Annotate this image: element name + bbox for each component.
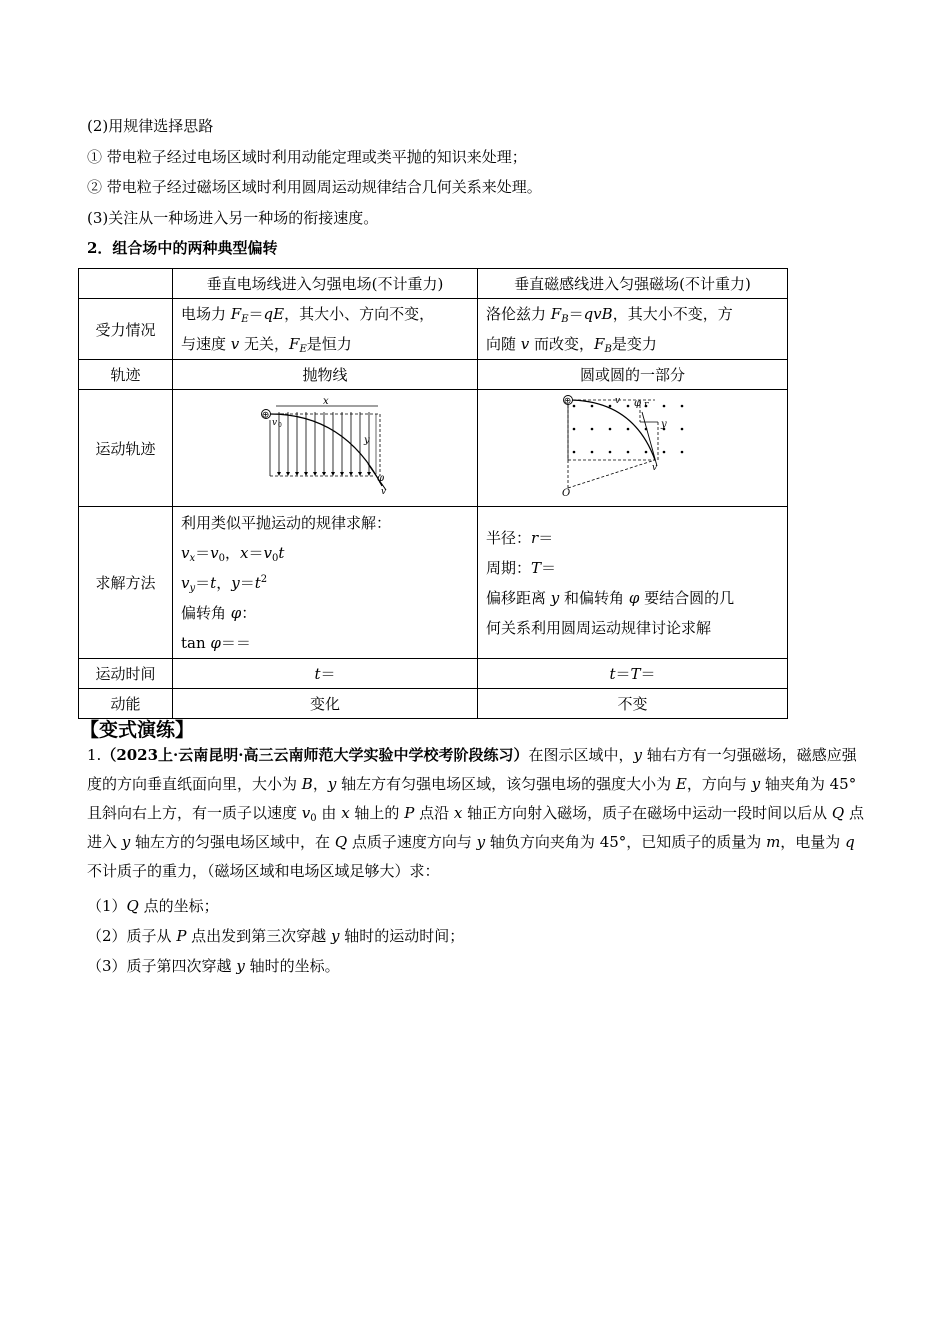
time-electric: t＝	[173, 659, 478, 689]
svg-text:0: 0	[278, 422, 282, 429]
track-electric: 抛物线	[173, 360, 478, 390]
row-track	[79, 360, 788, 390]
intro-line-1: (2)用规律选择思路	[87, 117, 214, 135]
svg-text:φ: φ	[633, 398, 641, 409]
radius-to-exit	[568, 460, 655, 488]
row-label-track: 轨迹	[79, 360, 173, 390]
time-magnetic: t＝T＝	[478, 659, 788, 689]
row-energy	[79, 689, 788, 719]
svg-text:O: O	[561, 488, 570, 499]
svg-text:φ: φ	[377, 473, 385, 484]
table-corner-cell	[79, 269, 173, 299]
track-magnetic: 圆或圆的一部分	[478, 360, 788, 390]
sub-question-2: （2）质子从 P 点出发到第三次穿越 y 轴时的运动时间；	[87, 927, 465, 945]
row-label-time: 运动时间	[79, 659, 173, 689]
intro-line-2: ① 带电粒子经过电场区域时利用动能定理或类平抛的知识来处理；	[87, 148, 527, 166]
energy-electric: 变化	[173, 689, 478, 719]
field-lines	[279, 412, 369, 474]
svg-text:y: y	[660, 419, 667, 430]
svg-text:v: v	[651, 463, 657, 473]
section-2-title: 2．组合场中的两种典型偏转	[87, 239, 278, 257]
row-label-force: 受力情况	[79, 299, 173, 360]
circular-path	[568, 400, 655, 460]
solve-magnetic: 半径：r＝ 周期：T＝ 偏移距离 y 和偏转角 φ 要结合圆的几 何关系利用圆周运动规律讨论求解	[478, 507, 788, 659]
row-motion	[79, 390, 788, 507]
svg-text:v: v	[381, 487, 387, 497]
row-force	[79, 299, 788, 360]
row-solve	[79, 507, 788, 659]
row-label-solve: 求解方法	[79, 507, 173, 659]
electric-deflection-figure	[250, 394, 400, 498]
svg-text:v: v	[614, 396, 620, 406]
solve-electric: 利用类似平抛运动的规律求解： $v_x=v_0$，$x=v_0t$ $v_y=t$，$y=t^2$ 偏转角 φ： tan φ＝＝	[173, 507, 478, 659]
svg-text:⊕: ⊕	[261, 410, 270, 421]
magnetic-deflection-figure	[558, 392, 708, 500]
practice-heading: 【变式演练】	[80, 719, 195, 741]
sub-question-3: （3）质子第四次穿越 y 轴时的坐标。	[87, 957, 340, 975]
question-source: （2023上·云南昆明·高三云南师范大学实验中学校考阶段练习）	[101, 746, 529, 764]
svg-text:y: y	[364, 435, 370, 446]
svg-text:x: x	[323, 396, 329, 407]
svg-text:⊕: ⊕	[563, 396, 571, 407]
svg-text:r: r	[643, 400, 648, 410]
svg-text:v: v	[272, 418, 278, 428]
parabolic-path	[270, 414, 385, 486]
col-header-electric: 垂直电场线进入匀强电场(不计重力)	[173, 269, 478, 299]
force-electric: 电场力 $F_E=qE$，其大小、方向不变， 与速度 v 无关，$F_E$是恒力	[173, 299, 478, 360]
sub-question-1: （1）Q 点的坐标；	[87, 897, 219, 915]
row-label-energy: 动能	[79, 689, 173, 719]
energy-magnetic: 不变	[478, 689, 788, 719]
question-1: 1.（2023上·云南昆明·高三云南师范大学实验中学校考阶段练习）在图示区域中，y 轴右方有一匀强磁场，磁感应强度的方向垂直纸面向里，大小为 B，y 轴左方有匀强电场区域，该匀强电场的强度大小为 E，方向与 y 轴夹角为 45°且斜向右上方，有一质子以速度 $v_0$ 由 x 轴上的 P 点沿 x 轴正方向射入磁场，质子在磁场中运动一段时间以后从 Q 点进入 y 轴左方的匀强电场区域中，在 Q 点质子速度方向与 y 轴负方向夹角为 45°，已知质子的质量为 m，电量为 q 不计质子的重力，（磁场区域和电场区域足够大）求：	[87, 746, 864, 880]
figure-magnetic-cell	[478, 390, 788, 507]
force-magnetic: 洛伦兹力 $F_B=qvB$，其大小不变，方 向随 v 而改变，$F_B$是变力	[478, 299, 788, 360]
figure-electric-cell	[173, 390, 478, 507]
comparison-table	[78, 268, 788, 719]
intro-line-4: (3)关注从一种场进入另一种场的衔接速度。	[87, 209, 379, 227]
table-header-row	[79, 269, 788, 299]
row-time	[79, 659, 788, 689]
intro-line-3: ② 带电粒子经过磁场区域时利用圆周运动规律结合几何关系来处理。	[87, 178, 542, 196]
col-header-magnetic: 垂直磁感线进入匀强磁场(不计重力)	[478, 269, 788, 299]
field-dots	[572, 405, 683, 454]
row-label-motion: 运动轨迹	[79, 390, 173, 507]
field-arrowheads	[277, 472, 371, 476]
